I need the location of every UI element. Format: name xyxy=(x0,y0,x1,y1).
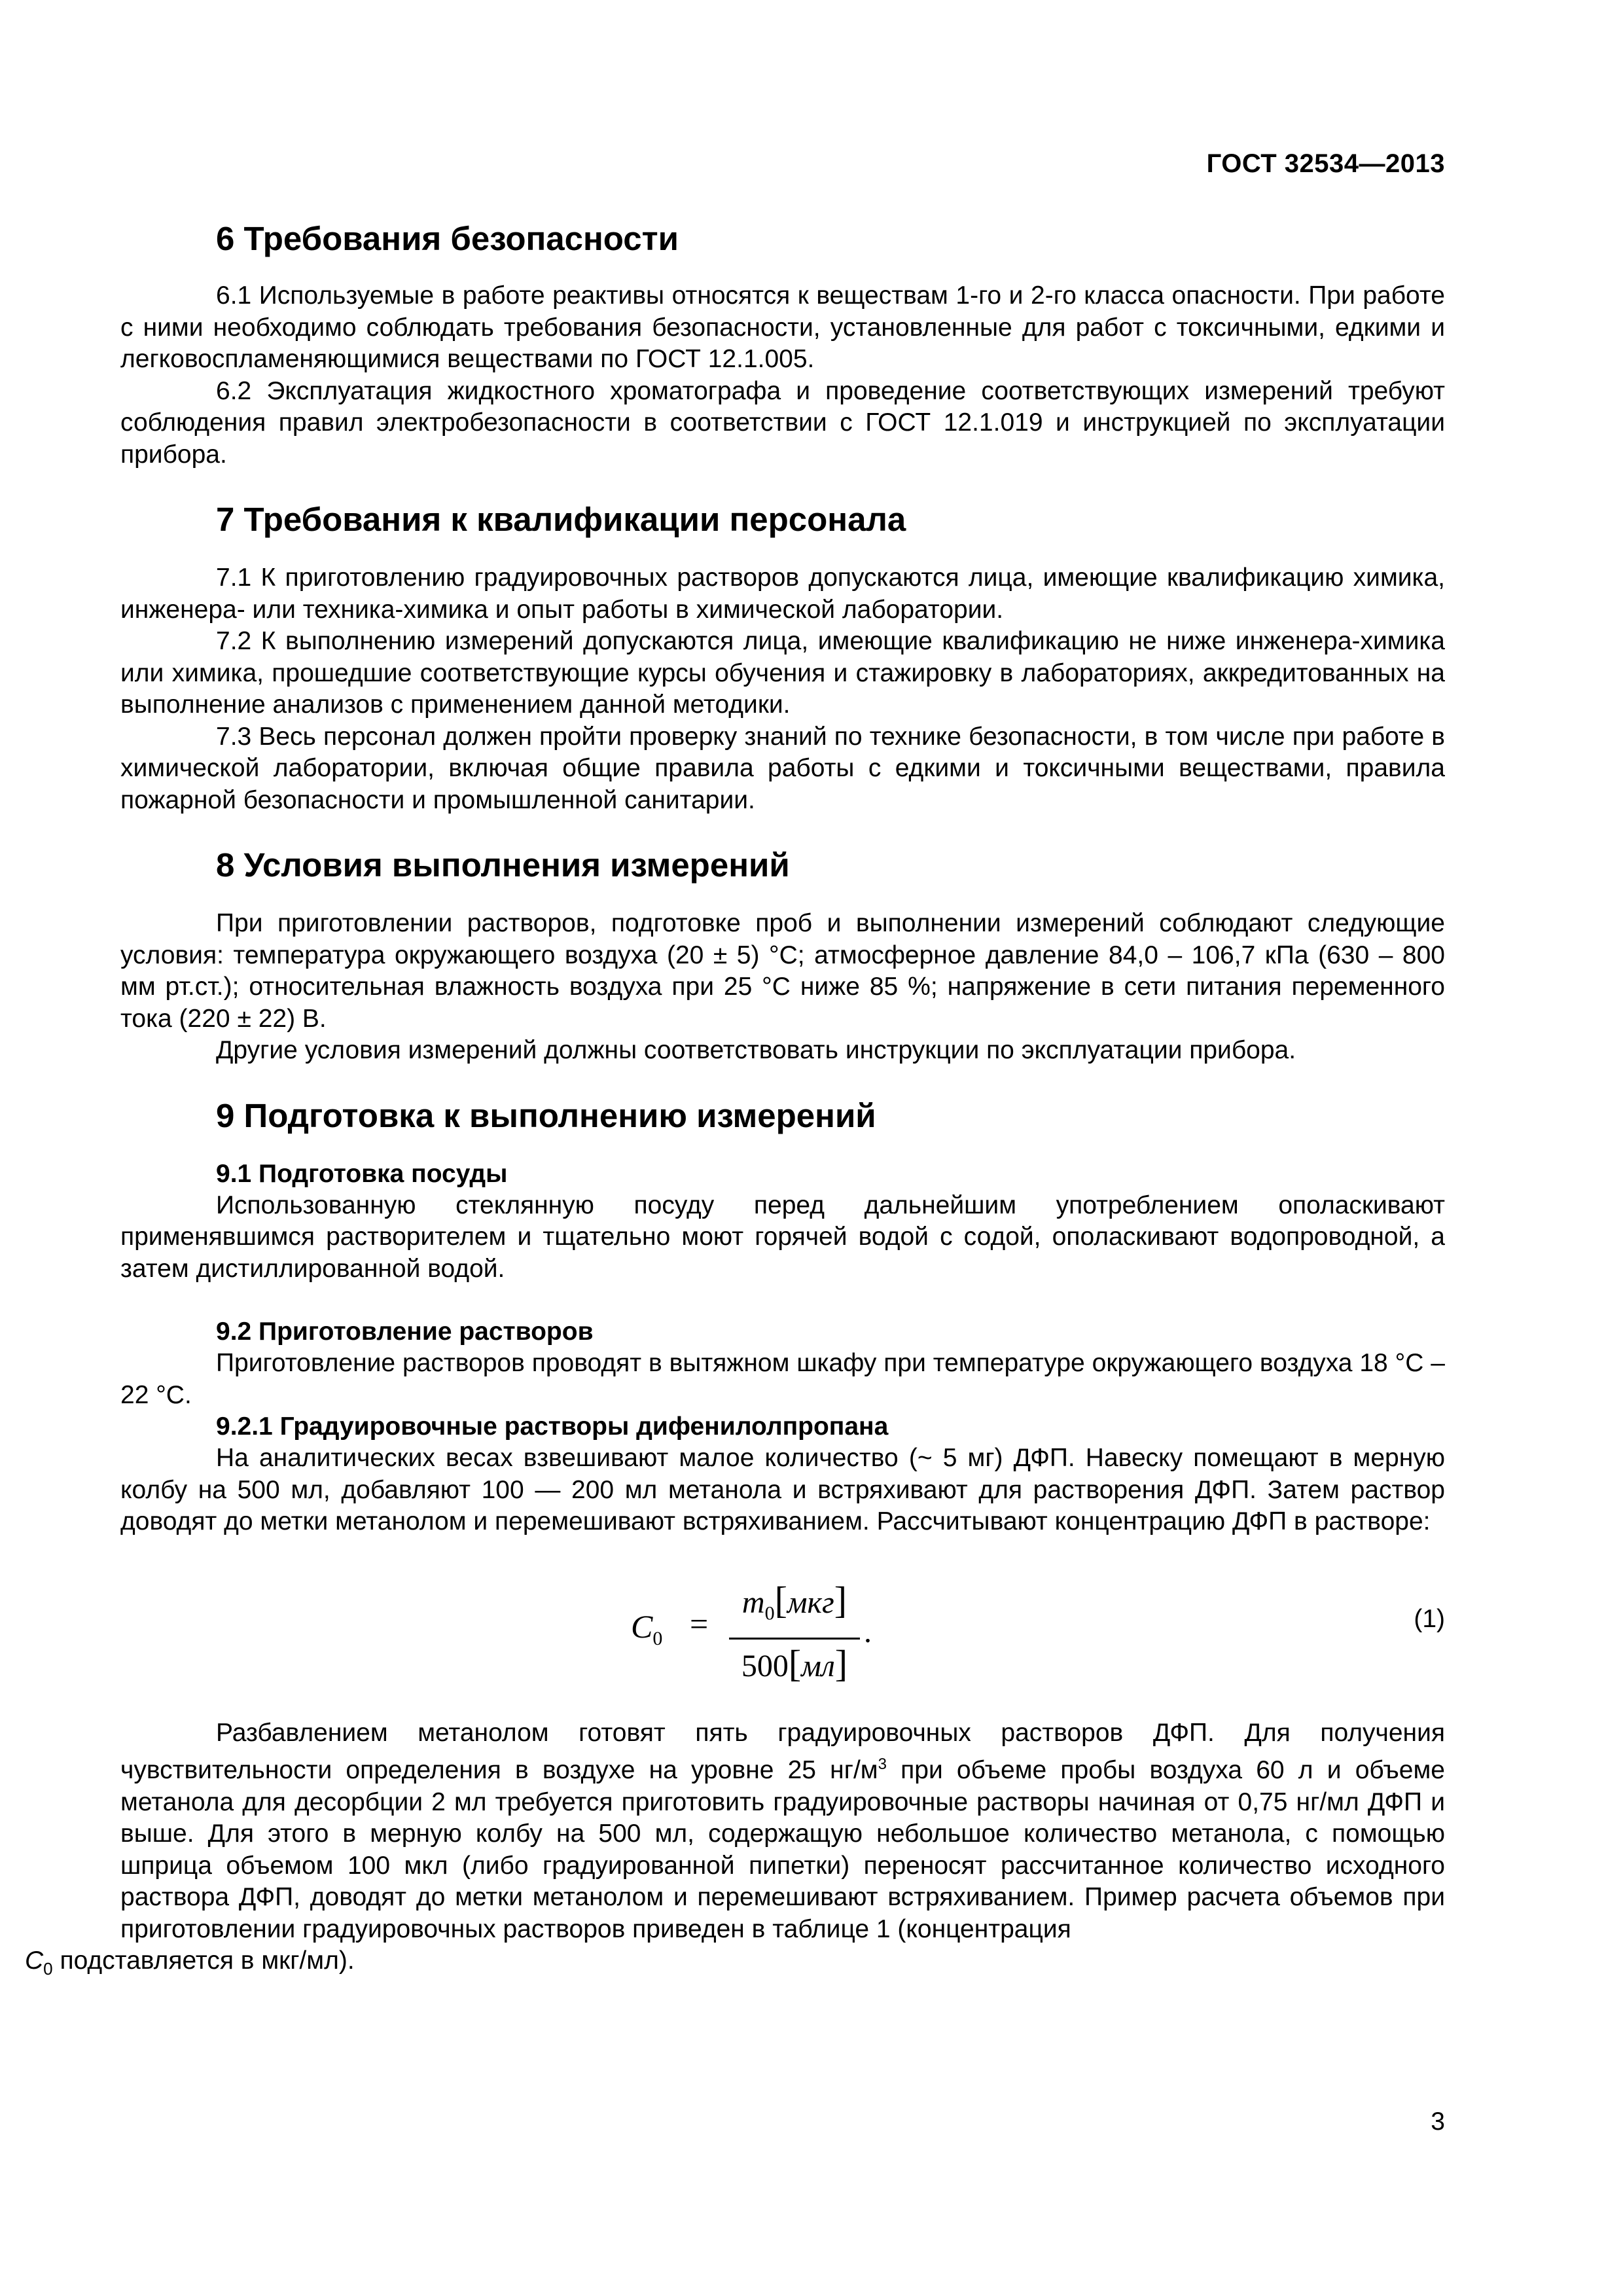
subsection-9-2-1-heading: 9.2.1 Градуировочные растворы дифенилолпропана xyxy=(216,1412,889,1441)
section-8-heading: 8 Условия выполнения измерений xyxy=(216,846,790,884)
section-8-paragraph-2: Другие условия измерений должны соответствовать инструкции по эксплуатации прибора. xyxy=(216,1036,1296,1064)
formula-number: (1) xyxy=(1414,1604,1445,1633)
document-body xyxy=(25,216,1445,1984)
formula-fraction xyxy=(729,1579,860,1689)
subsection-9-1-paragraph: Использованную стеклянную посуду перед дальнейшим употреблением ополаскивают применявшимся растворителем и тщательно моют горячей водой с содой, ополаскивают водопроводной, а затем дистиллированной водой. xyxy=(120,1191,1445,1283)
section-9-heading: 9 Подготовка к выполнению измерений xyxy=(216,1096,876,1134)
formula-numerator: $m_0[мкг]$ xyxy=(741,1578,847,1624)
document-header: ГОСТ 32534—2013 xyxy=(1206,149,1445,178)
formula-lhs: $C_0$ xyxy=(631,1607,663,1649)
subsection-9-2-1-paragraph: На аналитических весах взвешивают малое количество (~ 5 мг) ДФП. Навеску помещают в мерную колбу на 500 мл, добавляют 100 — 200 мл метанола и встряхивают для растворения ДФП. Затем раствор доводят до метки метанолом и перемешивают встряхиванием. Рассчитывают концентрацию ДФП в растворе: xyxy=(120,1444,1445,1535)
formula-period: . xyxy=(864,1614,872,1649)
formula-1 xyxy=(120,1578,1445,1685)
section-8-paragraph-1: При приготовлении растворов, подготовке проб и выполнении измерений соблюдают следующие условия: температура окружающего воздуха (20 ± 5) °С; атмосферное давление 84,0 – 106,7 кПа (630 – 800 мм рт.ст.); относительная влажность воздуха при 25 °С ниже 85 %; напряжение в сети питания переменного тока (220 ± 22) В. xyxy=(120,909,1445,1033)
section-7-paragraph-1: 7.1 К приготовлению градуировочных растворов допускаются лица, имеющие квалификацию химика, инженера- или техника-химика и опыт работы в химической лаборатории. xyxy=(120,564,1445,624)
section-6-paragraph-1: 6.1 Используемые в работе реактивы относятся к веществам 1-го и 2-го класса опасности. При работе с ними необходимо соблюдать требования безопасности, установленные для работ с токсичными, едкими и легковоспламеняющимися веществами по ГОСТ 12.1.005. xyxy=(120,281,1445,373)
section-6-heading: 6 Требования безопасности xyxy=(216,220,679,257)
subsection-9-2-heading: 9.2 Приготовление растворов xyxy=(216,1318,594,1346)
formula-denominator: 500[мл] xyxy=(741,1642,848,1685)
section-6-paragraph-2: 6.2 Эксплуатация жидкостного хроматографа и проведение соответствующих измерений требуют соблюдения правил электробезопасности в соответствии с ГОСТ 12.1.019 и инструкцией по эксплуатации прибора. xyxy=(120,376,1445,469)
section-7-paragraph-2: 7.2 К выполнению измерений допускаются лица, имеющие квалификацию не ниже инженера-химика или химика, прошедшие соответствующие курсы обучения и стажировку в лабораториях, аккредитованных на выполнение анализов с применением данной методики. xyxy=(120,627,1445,719)
section-7-heading: 7 Требования к квалификации персонала xyxy=(216,501,906,538)
section-7-paragraph-3: 7.3 Весь персонал должен пройти проверку знаний по технике безопасности, в том числе при работе в химической лаборатории, включая общие правила работы с едкими и токсичными веществами, правила пожарной безопасности и промышленной санитарии. xyxy=(120,722,1445,814)
subsection-9-2-paragraph: Приготовление растворов проводят в вытяжном шкафу при температуре окружающего воздуха 18 °С – 22 °С. xyxy=(120,1349,1445,1409)
fraction-bar xyxy=(729,1638,860,1640)
page-number: 3 xyxy=(1431,2108,1445,2136)
subsection-9-1-heading: 9.1 Подготовка посуды xyxy=(216,1159,508,1188)
formula-equals: = xyxy=(690,1605,709,1642)
subsection-9-2-1-final-paragraph: Разбавлением метанолом готовят пять градуировочных растворов ДФП. Для получения чувствительности определения в воздухе на уровне 25 $нг/м^3$ при объеме пробы воздуха 60 л и объеме метанола для десорбции 2 мл требуется приготовить градуировочные растворы начиная от 0,75 нг/мл ДФП и выше. Для этого в мерную колбу на 500 мл, содержащую небольшое количество метанола, с помощью шприца объемом 100 мкл (либо градуированной пипетки) переносят рассчитанное количество исходного раствора ДФП, доводят до метки метанолом и перемешивают встряхиванием. Пример расчета объемов при приготовлении градуировочных растворов приведен в таблице 1 (концентрация $C_0$ подставляется в мкг/мл). xyxy=(25,1718,1445,1979)
